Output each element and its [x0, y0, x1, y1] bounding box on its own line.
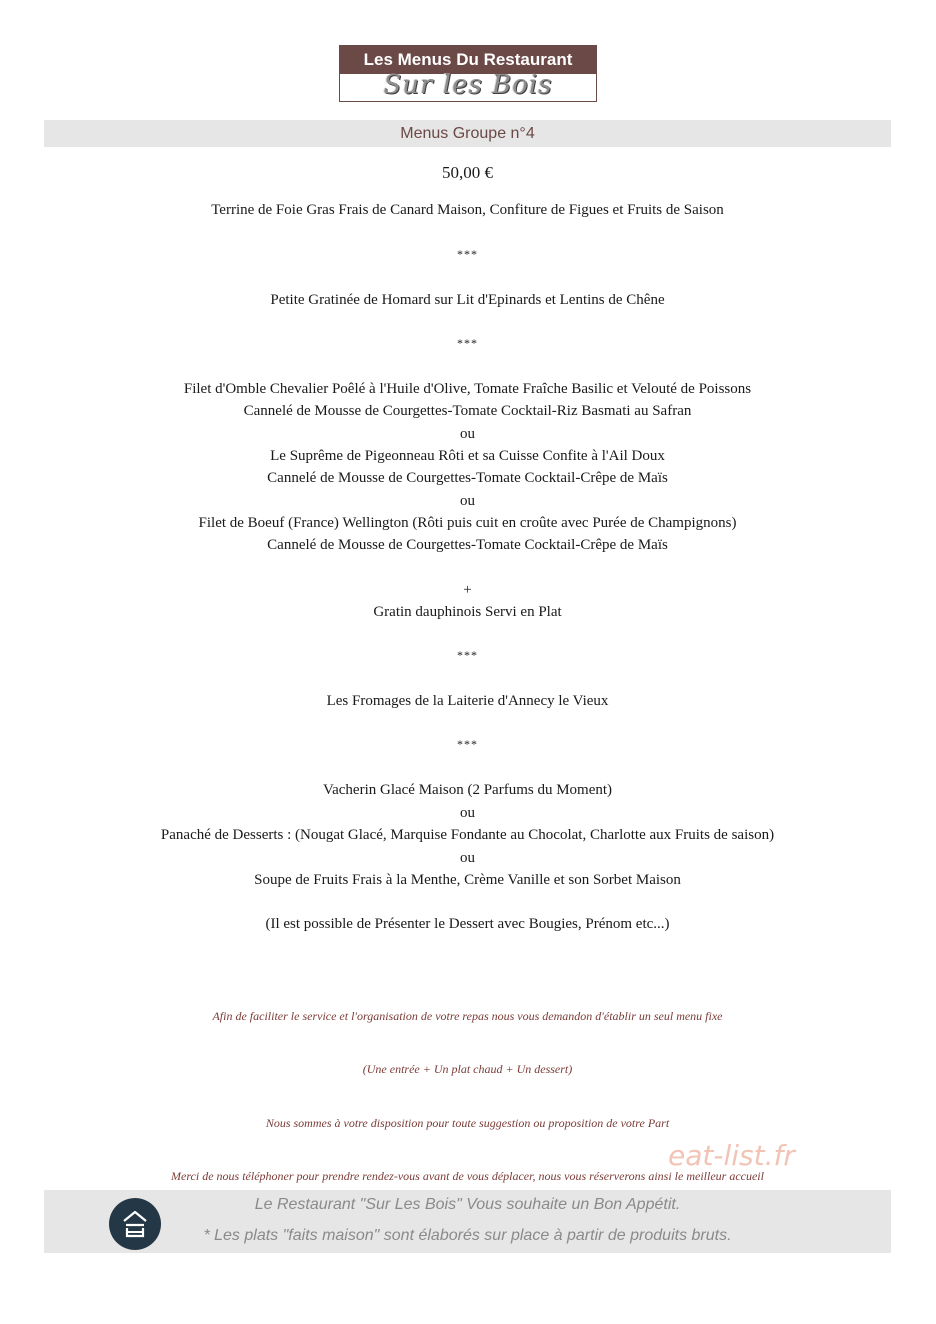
course-separator: ***	[457, 336, 478, 350]
dessert-or: ou	[460, 805, 475, 821]
main-course-line: Filet de Boeuf (France) Wellington (Rôti puis cuit en croûte avec Purée de Champignons)	[198, 515, 737, 531]
menu-group-title-bar	[44, 120, 891, 147]
course-separator: ***	[457, 648, 478, 662]
home-icon	[109, 1198, 161, 1250]
side-plus: +	[463, 582, 472, 598]
dessert-line: Panaché de Desserts : (Nougat Glacé, Marquise Fondante au Chocolat, Charlotte aux Fruits de saison)	[160, 827, 775, 843]
dessert-note: (Il est possible de Présenter le Dessert avec Bougies, Prénom etc...)	[265, 916, 670, 932]
reservation-note: Merci de nous téléphoner pour prendre rendez-vous avant de vous déplacer, nous vous réserverons ainsi le meilleur accueil	[171, 1169, 764, 1183]
restaurant-script-logo: Sur les Bois	[383, 70, 553, 100]
dessert-or: ou	[460, 850, 475, 866]
main-course-or: ou	[460, 493, 475, 509]
second-course: Petite Gratinée de Homard sur Lit d'Epinards et Lentins de Chêne	[270, 292, 665, 308]
header-badge-text: Les Menus Du Restaurant	[363, 49, 573, 69]
dessert-line: Vacherin Glacé Maison (2 Parfums du Moment)	[322, 782, 613, 798]
fait-maison-icon	[118, 1208, 152, 1240]
menu-price: 50,00 €	[442, 163, 493, 182]
main-course-line: Cannelé de Mousse de Courgettes-Tomate Cocktail-Crêpe de Maïs	[267, 537, 668, 553]
main-course-line: Le Suprême de Pigeonneau Rôti et sa Cuisse Confite à l'Ail Doux	[270, 448, 665, 464]
menu-composition-note: (Une entrée + Un plat chaud + Un dessert)	[362, 1062, 573, 1076]
main-course-or: ou	[460, 426, 475, 442]
main-course-line: Cannelé de Mousse de Courgettes-Tomate Cocktail-Riz Basmati au Safran	[243, 403, 692, 419]
course-separator: ***	[457, 737, 478, 751]
suggestion-note: Nous sommes à votre disposition pour toute suggestion ou proposition de votre Part	[265, 1116, 670, 1130]
course-separator: ***	[457, 247, 478, 261]
footer-bar	[44, 1190, 891, 1253]
footer-homemade-note: * Les plats "faits maison" sont élaborés sur place à partir de produits bruts.	[203, 1227, 732, 1244]
footer-greeting: Le Restaurant "Sur Les Bois" Vous souhaite un Bon Appétit.	[254, 1196, 681, 1213]
main-course-line: Cannelé de Mousse de Courgettes-Tomate Cocktail-Crêpe de Maïs	[267, 470, 668, 486]
menu-group-title: Menus Groupe n°4	[400, 124, 535, 142]
service-note: Afin de faciliter le service et l'organisation de votre repas nous vous demandon d'établir un seul menu fixe	[212, 1009, 723, 1023]
dessert-line: Soupe de Fruits Frais à la Menthe, Crème Vanille et son Sorbet Maison	[254, 872, 681, 888]
starter-course: Terrine de Foie Gras Frais de Canard Maison, Confiture de Figues et Fruits de Saison	[211, 202, 724, 218]
cheese-course: Les Fromages de la Laiterie d'Annecy le Vieux	[326, 693, 609, 709]
side-dish: Gratin dauphinois Servi en Plat	[373, 604, 562, 620]
watermark: eat-list.fr	[668, 1139, 795, 1172]
main-course-line: Filet d'Omble Chevalier Poêlé à l'Huile d'Olive, Tomate Fraîche Basilic et Velouté de Poissons	[183, 381, 752, 397]
